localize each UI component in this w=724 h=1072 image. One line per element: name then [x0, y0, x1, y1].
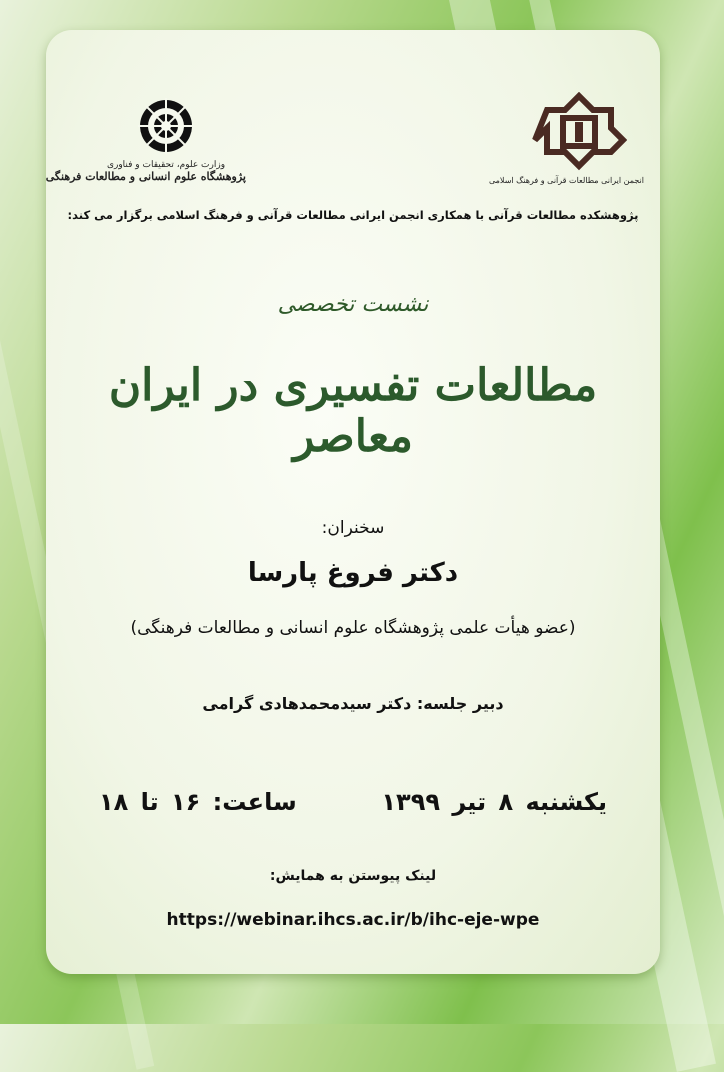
webinar-link[interactable]: https://webinar.ihcs.ac.ir/b/ihc-eje-wpe: [166, 910, 540, 930]
institute-caption: پژوهشگاه علوم انسانی و مطالعات فرهنگی: [45, 170, 246, 183]
quran-association-logo: [488, 92, 644, 202]
ministry-caption: وزارت علوم، تحقیقات و فناوری: [106, 160, 226, 170]
event-title: مطالعات تفسیری در ایران معاصر: [108, 360, 598, 462]
rosette-icon: [136, 96, 196, 156]
event-subtitle: نشست تخصصی: [277, 292, 429, 317]
event-time: ساعت: ۱۶ تا ۱۸: [98, 788, 297, 816]
speaker-affiliation: (عضو هیأت علمی پژوهشگاه علوم انسانی و مطالعات فرهنگی): [130, 618, 576, 638]
join-link-label: لینک پیوستن به همایش:: [269, 868, 437, 884]
poster-card: [46, 30, 660, 974]
association-caption: انجمن ایرانی مطالعات قرآنی و فرهنگ اسلامی: [488, 176, 644, 185]
session-chair: دبیر جلسه: دکتر سیدمحمدهادی گرامی: [202, 694, 504, 713]
event-datetime: [46, 788, 660, 816]
speaker-name: دکتر فروغ پارسا: [247, 558, 459, 588]
organizer-intro: پژوهشکده مطالعات قرآنی با همکاری انجمن ایرانی مطالعات قرآنی و فرهنگ اسلامی برگزار می کند:: [67, 208, 639, 222]
event-date: یکشنبه ۸ تیر ۱۳۹۹: [381, 788, 608, 816]
ihcs-logo: [45, 96, 246, 206]
star-emblem-icon: [531, 92, 627, 172]
speakers-label: سخنران:: [321, 518, 385, 538]
